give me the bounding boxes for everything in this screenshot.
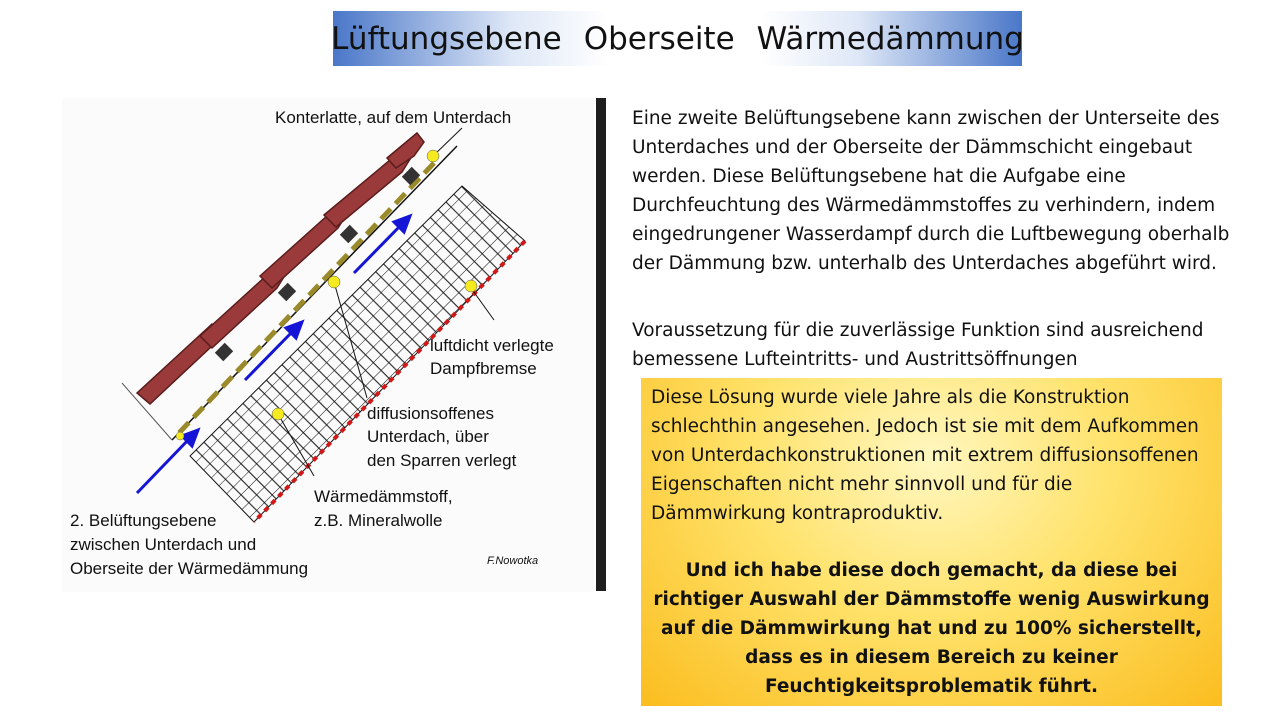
label-belueftung-2: zwischen Unterdach und [70, 535, 257, 554]
vertical-divider [596, 98, 606, 591]
label-konterlatte: Konterlatte, auf dem Unterdach [275, 108, 512, 127]
label-waerme-1: Wärmedämmstoff, [314, 487, 453, 506]
label-diffusion-2: Unterdach, über [367, 427, 489, 446]
slide-title [333, 11, 1022, 66]
paragraph-ventilation: Eine zweite Belüftungsebene kann zwischen der Unterseite des Unterdaches und der Oberseite der Dämmschicht eingebaut werden. Diese Belüftungsebene hat die Aufgabe eine Durchfeuchtung des Wärmedämmstoffes zu verhindern, indem eingedrungener Wasserdampf durch die Luftbewegung oberhalb der Dämmung bzw. unterhalb des Unterdaches abgeführt wird. [632, 108, 1230, 274]
label-waerme-2: z.B. Mineralwolle [314, 511, 443, 530]
title-part-2: Oberseite [583, 20, 735, 57]
paragraph-requirement: Voraussetzung für die zuverlässige Funktion sind ausreichend bemessene Lufteintritts- und Austrittsöffnungen [632, 320, 1204, 370]
title-part-3: Wärmedämmung [756, 20, 1024, 57]
label-diffusion-3: den Sparren verlegt [367, 451, 517, 470]
label-luftdicht-2: Dampfbremse [430, 359, 537, 378]
title-part-1: Lüftungsebene [331, 20, 562, 57]
label-luftdicht-1: luftdicht verlegte [430, 336, 554, 355]
label-belueftung-1: 2. Belüftungsebene [70, 511, 217, 530]
note-box [641, 378, 1222, 706]
note-text: Diese Lösung wurde viele Jahre als die Konstruktion schlechthin angesehen. Jedoch ist sie mit dem Aufkommen von Unterdachkonstruktionen mit extrem diffusionsoffenen Eigenschaften nicht mehr sinnvoll und für die Dämmwirkung kontraproduktiv. [651, 387, 1199, 524]
roof-diagram [62, 98, 594, 592]
label-diffusion-1: diffusionsoffenes [367, 404, 494, 423]
note-emphasis: Und ich habe diese doch gemacht, da diese bei richtiger Auswahl der Dämmstoffe wenig Auswirkung auf die Dämmwirkung hat und zu 100% sicherstellt, dass es in diesem Bereich zu keiner Feuchtigkeitsproblematik führt. [653, 560, 1210, 697]
label-credit: F.Nowotka [487, 555, 539, 567]
label-belueftung-3: Oberseite der Wärmedämmung [70, 559, 309, 578]
